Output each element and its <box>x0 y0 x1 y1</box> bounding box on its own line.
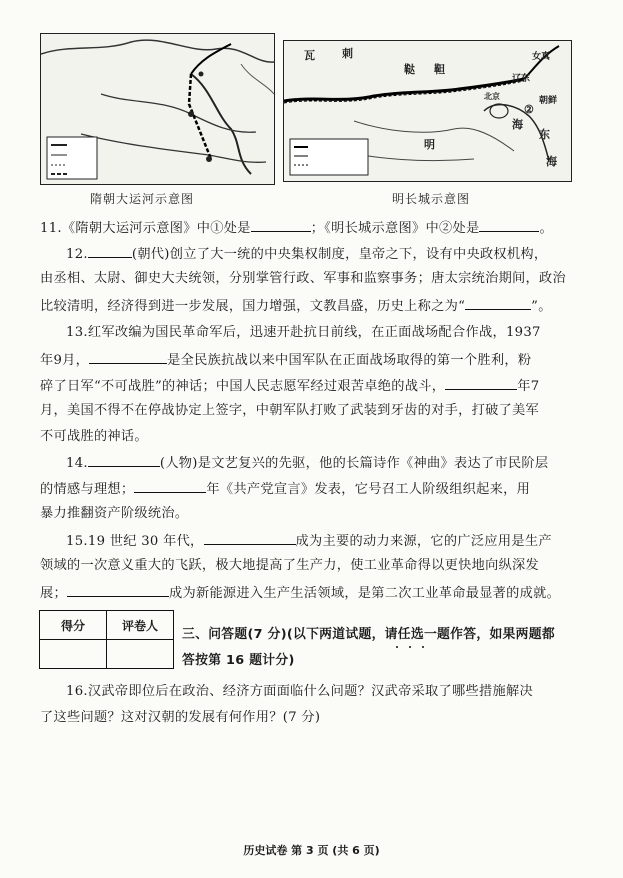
grader-cell[interactable] <box>107 640 174 669</box>
map2-label-ming: 明 <box>424 138 435 151</box>
question-13-line4: 月，美国不得不在停战协定上签字，中朝军队打败了武装到牙齿的对手，打破了美军 <box>40 403 540 418</box>
score-table <box>39 610 174 669</box>
map2-label-nvzhen: 女真 <box>532 52 551 62</box>
question-16-line1: 16.汉武帝即位后在政治、经济方面面临什么问题？汉武帝采取了哪些措施解决 <box>66 684 533 699</box>
canal-map-drawing <box>41 34 274 184</box>
question-12-line2: 由丞相、太尉、御史大夫统领，分别掌管行政、军事和监察事务；唐太宗统治期间，政治 <box>40 271 567 286</box>
question-11: 11.《隋朝大运河示意图》中①处是 ；《明长城示意图》中②处是 。 <box>40 218 583 238</box>
map2-label-liaodong: 辽东 <box>512 74 531 84</box>
question-15-line1: 15.19 世纪 30 年代， 成为主要的动力来源，它的广泛应用是生产 <box>40 531 583 551</box>
question-12-line1: 12. (朝代)创立了大一统的中央集权制度，皇帝之下，设有中央政权机构， <box>40 244 583 264</box>
question-13-line1: 13.红军改编为国民革命军后，迅速开赴抗日前线，在正面战场配合作战，1937 <box>66 325 541 340</box>
question-14-line1: 14. (人物)是文艺复兴的先驱，他的长篇诗作《神曲》表达了市民阶层 <box>40 453 583 473</box>
map2-label-2: ② <box>524 103 534 116</box>
map2-label-hai2: 海 <box>546 155 557 168</box>
page-footer: 历史试卷 第 3 页 (共 6 页) <box>243 844 380 857</box>
question-15-line2: 领域的一次意义重大的飞跃，极大地提高了生产力，使工业革命得以更快地向纵深发 <box>40 558 540 573</box>
question-16-line2: 了这些问题？这对汉朝的发展有何作用？(7 分) <box>40 710 321 725</box>
section-3-heading-line2: 答按第 16 题计分) <box>182 653 295 668</box>
question-14-line3: 暴力推翻资产阶级统治。 <box>40 506 189 521</box>
map2-label-wa: 瓦 <box>304 49 315 62</box>
map2-label-beijing: 北京 <box>484 91 500 101</box>
sui-grand-canal-map <box>40 33 275 185</box>
question-14-line2: 的情感与理想； 年《共产党宣言》发表，它号召工人阶级组织起来，用 <box>40 479 583 499</box>
map2-label-la: 刺 <box>342 47 353 60</box>
map2-label-dong: 东 <box>539 128 550 141</box>
question-12-line3: 比较清明，经济得到进一步发展，国力增强，文教昌盛，历史上称之为“ ”。 <box>40 296 583 316</box>
grader-header: 评卷人 <box>107 611 174 640</box>
question-13-line2: 年9月， 是全民族抗战以来中国军队在正面战场取得的第一个胜利，粉 <box>40 350 583 370</box>
section-3-heading-line1: 三、问答题(7 分)(以下两道试题，请任选一题作答，如果两题都 <box>182 627 555 642</box>
question-15-line3: 展； 成为新能源进入生产生活领域，是第二次工业革命最显著的成就。 <box>40 583 583 603</box>
emphasis-dot <box>409 646 411 648</box>
ming-great-wall-map <box>283 40 572 182</box>
map2-label-dan: 靼 <box>434 63 445 76</box>
emphasis-dot <box>396 646 398 648</box>
map2-label-hai: 海 <box>512 118 523 131</box>
question-13-line3: 碎了日军“不可战胜”的神话；中国人民志愿军经过艰苦卓绝的战斗， 年7 <box>40 376 583 396</box>
score-cell[interactable] <box>40 640 107 669</box>
emphasis-dot <box>422 646 424 648</box>
question-13-line5: 不可战胜的神话。 <box>40 429 148 444</box>
map2-label-chaoxian: 朝鲜 <box>539 96 558 106</box>
map2-caption: 明长城示意图 <box>392 192 471 206</box>
score-header: 得分 <box>40 611 107 640</box>
map2-label-da: 鞑 <box>404 63 415 76</box>
map1-caption: 隋朝大运河示意图 <box>90 192 195 206</box>
